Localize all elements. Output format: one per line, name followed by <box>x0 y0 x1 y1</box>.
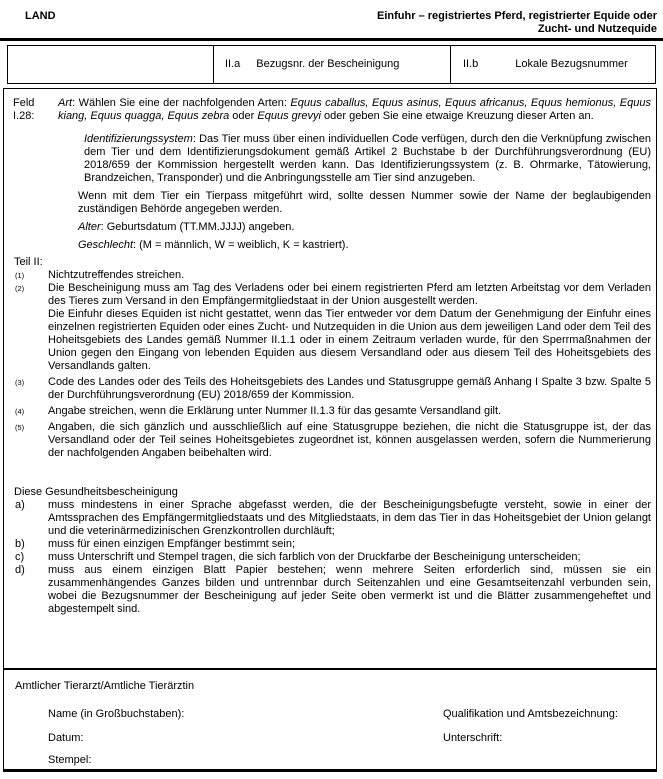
rule-item-c <box>4 551 656 564</box>
rule-d-text: muss aus einem einzigen Blatt Papier bestehen; wenn mehrere Seiten erforderlich sind, müssen sie ein zusammenhängendes Ganzes bilden und untrennbar durch Seitenzahlen und eine Gesamtseitenzahl verbunden sein, wobei die Bezugsnummer der Bescheinigung auf jeder Seite oben vermerkt ist und die Blätter zusammengeheftet und abgestempelt sind. <box>48 564 651 615</box>
reference-number-table <box>7 45 656 84</box>
field-i28-block <box>4 97 656 123</box>
notes-section <box>3 88 657 668</box>
field-i28-passport-paragraph: Wenn mit dem Tier ein Tierpass mitgeführt wird, sollte dessen Nummer sowie der Name der beglaubigenden zuständigen Behörde angegeben werden. <box>78 190 651 215</box>
field-iib-label: Lokale Bezugsnummer <box>515 58 628 70</box>
vet-name-label: Name (in Großbuchstaben): <box>48 708 185 720</box>
footnote-5-text: Angaben, die sich gänzlich und ausschließlich auf eine Statusgruppe beziehen, die nicht die Statusgruppe ist, der das Versandland oder der Teil seines Hoheitsgebietes zugeordnet ist, können ausgelassen werden, sofern die Nummerierung der nachfolgenden Angaben beibehalten wird. <box>48 421 651 459</box>
rule-item-b <box>4 538 656 551</box>
local-reference-cell <box>451 46 655 83</box>
certificate-rules-intro: Diese Gesundheitsbescheinigung <box>14 486 178 498</box>
rule-b-text: muss für einen einzigen Empfänger bestimmt sein; <box>48 538 296 550</box>
part-ii-heading: Teil II: <box>14 256 43 268</box>
vet-qualification-label: Qualifikation und Amtsbezeichnung: <box>443 708 618 720</box>
footnote-2-text <box>48 282 651 373</box>
vet-name-row <box>4 708 656 721</box>
footnote-5 <box>4 421 656 460</box>
field-iia-code: II.a <box>225 58 241 70</box>
footnote-2-paragraph-2: Die Einfuhr dieses Equiden ist nicht gestattet, wenn das Tier entweder vor dem Datum der Genehmigung der Einfuhr eines einzelnen registrierten Equiden oder eines Zucht- und Nutzequiden in die Union aus dem jeweiligen Land oder dem Teil des Hoheitsgebiets des Landes gemäß Nummer II.1.1 oder in einem Zeitraum verladen wurde, für den Sperrmaßnahmen der Union gegen den Eingang von lebenden Equiden aus diesem Versandland oder aus diesem Teil des Hoheitsgebiets des Versandlands galten. <box>48 308 651 372</box>
footnote-2 <box>4 282 656 373</box>
field-i28-age-paragraph: Alter: Geburtsdatum (TT.MM.JJJJ) angeben. <box>78 221 295 233</box>
document-title-line2: Zucht- und Nutzequide <box>537 23 657 35</box>
footnote-2-marker: (2) <box>15 284 25 293</box>
rule-item-d <box>4 564 656 616</box>
vet-date-row <box>4 732 656 745</box>
rule-c-marker: c) <box>15 551 25 563</box>
footnote-1-marker: (1) <box>15 271 25 280</box>
field-iib-code: II.b <box>463 58 479 70</box>
rule-item-a <box>4 499 656 538</box>
footnote-4-text: Angabe streichen, wenn die Erklärung unter Nummer II.1.3 für das gesamte Versandland gilt. <box>48 405 502 417</box>
rule-d-marker: d) <box>15 564 25 576</box>
vet-stamp-label: Stempel: <box>48 754 92 766</box>
footnote-3-text: Code des Landes oder des Teils des Hoheitsgebiets des Landes und Statusgruppe gemäß Anhang I Spalte 3 bzw. Spalte 5 der Durchführungsverordnung (EU) 2018/659 der Kommission. <box>48 376 651 401</box>
document-title-line1: Einfuhr – registriertes Pferd, registrierter Equide oder <box>377 10 657 22</box>
footnote-4-marker: (4) <box>15 407 25 416</box>
official-veterinarian-section <box>3 668 657 772</box>
footnote-2-paragraph-1: Die Bescheinigung muss am Tag des Verladens oder bei einem registrierten Pferd am letzten Arbeitstag vor dem Verladen des Tieres zum Versand in den Empfängermitgliedstaat in der Union ausgestellt werden. <box>48 282 651 307</box>
vet-signature-label: Unterschrift: <box>443 732 503 744</box>
footnote-3 <box>4 376 656 402</box>
certificate-reference-cell <box>214 46 451 83</box>
field-i28-label: Feld I.28: <box>13 97 35 122</box>
field-i28-identification-paragraph: Identifizierungssystem: Das Tier muss über einen individuellen Code verfügen, durch den die Verknüpfung zwischen dem Tier und dem Identifizierungsdokument gemäß Artikel 2 Buchstabe b der Durchführungsverordnung (EU) 2018/659 der Kommission hergestellt werden kann. Das Identifizierungssystem (z. B. Ohrmarke, Tätowierung, Brandzeichen, Transponder) und die Anbringungsstelle am Tier sind anzugeben. <box>84 133 651 184</box>
rule-c-text: muss Unterschrift und Stempel tragen, die sich farblich von der Druckfarbe der Bescheinigung unterscheiden; <box>48 551 581 563</box>
rule-a-text: muss mindestens in einer Sprache abgefasst werden, die der Bescheinigungsbefugte versteht, sowie in einer der Amtssprachen des Empfängermitgliedstaats und des Mitgliedstaats, in dem das Tier in das Hoheitsgebiet der Union gelangt und die veterinärmedizinischen Grenzkontrollen durchläuft; <box>48 499 651 537</box>
vet-stamp-row <box>4 754 656 767</box>
rule-a-marker: a) <box>15 499 25 511</box>
footnote-1-text: Nichtzutreffendes streichen. <box>48 269 185 281</box>
vet-date-label: Datum: <box>48 732 84 744</box>
header-divider <box>0 38 663 41</box>
document-title <box>227 10 657 36</box>
footnote-5-marker: (5) <box>15 423 25 432</box>
field-i28-sex-paragraph: Geschlecht: (M = männlich, W = weiblich, K = kastriert). <box>78 239 349 251</box>
footnote-1 <box>4 269 656 282</box>
footnote-3-marker: (3) <box>15 378 25 387</box>
reference-empty-cell <box>8 46 214 83</box>
field-iia-label: Bezugsnr. der Bescheinigung <box>256 58 400 70</box>
field-i28-species-paragraph: Art: Wählen Sie eine der nachfolgenden Arten: Equus caballus, Equus asinus, Equus africanus, Equus hemionus, Equus kiang, Equus quagga, Equus zebra oder Equus grevyi oder geben Sie eine etwaige Kreuzung dieser Arten an. <box>58 97 651 122</box>
country-label: LAND <box>25 10 56 22</box>
rule-b-marker: b) <box>15 538 25 550</box>
official-veterinarian-heading: Amtlicher Tierarzt/Amtliche Tierärztin <box>15 680 195 692</box>
footnote-4 <box>4 405 656 418</box>
